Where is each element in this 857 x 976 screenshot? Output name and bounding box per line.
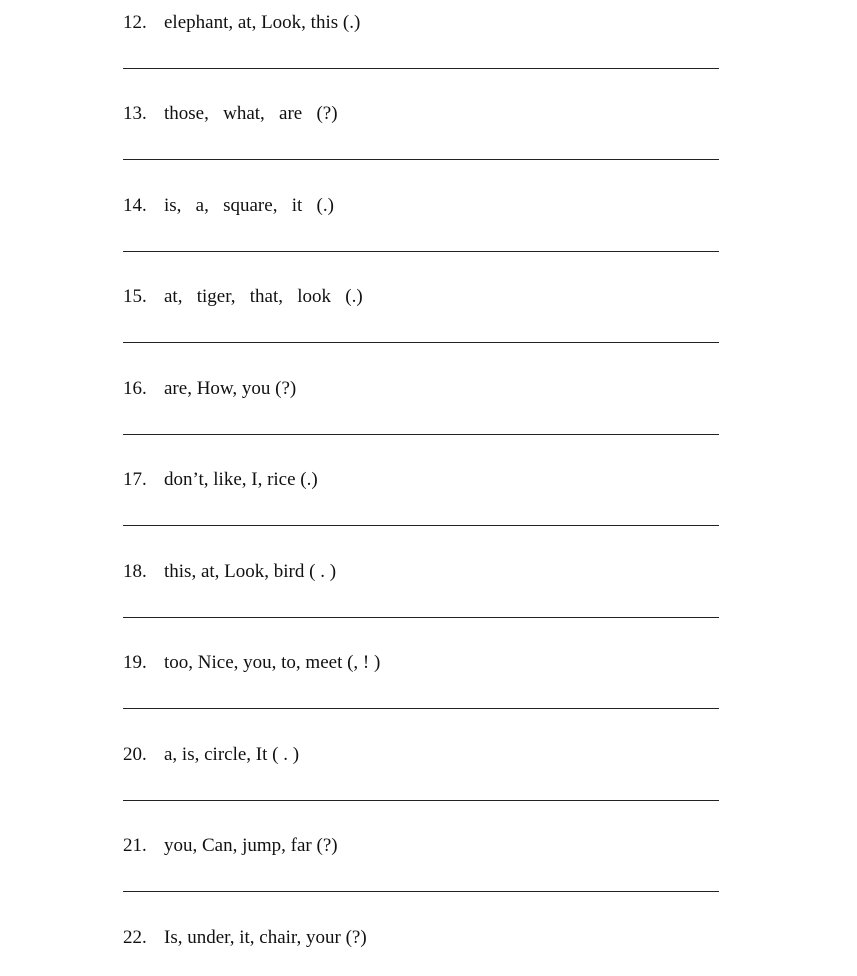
- question-number: 17.: [123, 469, 147, 490]
- question-number: 12.: [123, 12, 147, 33]
- question-number: 20.: [123, 744, 147, 765]
- question-text: [123, 10, 360, 36]
- question-22: [0, 915, 857, 976]
- answer-line[interactable]: [123, 68, 719, 69]
- question-text: [123, 650, 380, 676]
- question-number: 13.: [123, 103, 147, 124]
- question-text: [123, 101, 338, 127]
- question-number: 15.: [123, 286, 147, 307]
- question-words: don’t, like, I, rice (.): [164, 469, 318, 490]
- question-14: [0, 183, 857, 275]
- question-words: is, a, square, it (.): [164, 195, 334, 216]
- question-words: a, is, circle, It ( . ): [164, 744, 300, 765]
- question-12: [0, 0, 857, 92]
- question-13: [0, 91, 857, 183]
- answer-line[interactable]: [123, 342, 719, 343]
- question-21: [0, 823, 857, 915]
- answer-line[interactable]: [123, 708, 719, 709]
- question-number: 19.: [123, 652, 147, 673]
- question-text: [123, 467, 318, 493]
- question-text: [123, 833, 338, 859]
- question-text: [123, 284, 363, 310]
- question-words: are, How, you (?): [164, 378, 297, 399]
- question-text: [123, 559, 336, 585]
- answer-line[interactable]: [123, 891, 719, 892]
- answer-line[interactable]: [123, 159, 719, 160]
- question-words: those, what, are (?): [164, 103, 338, 124]
- question-18: [0, 549, 857, 641]
- question-text: [123, 742, 299, 768]
- question-words: you, Can, jump, far (?): [164, 835, 338, 856]
- question-text: [123, 925, 367, 951]
- question-words: at, tiger, that, look (.): [164, 286, 363, 307]
- question-words: elephant, at, Look, this (.): [164, 12, 361, 33]
- question-16: [0, 366, 857, 458]
- question-text: [123, 193, 334, 219]
- answer-line[interactable]: [123, 800, 719, 801]
- question-number: 21.: [123, 835, 147, 856]
- question-words: too, Nice, you, to, meet (, ! ): [164, 652, 381, 673]
- answer-line[interactable]: [123, 617, 719, 618]
- answer-line[interactable]: [123, 251, 719, 252]
- question-number: 16.: [123, 378, 147, 399]
- question-20: [0, 732, 857, 824]
- question-number: 14.: [123, 195, 147, 216]
- question-17: [0, 457, 857, 549]
- question-words: this, at, Look, bird ( . ): [164, 561, 337, 582]
- question-text: [123, 376, 296, 402]
- answer-line[interactable]: [123, 525, 719, 526]
- question-words: Is, under, it, chair, your (?): [164, 927, 367, 948]
- question-number: 18.: [123, 561, 147, 582]
- question-number: 22.: [123, 927, 147, 948]
- question-15: [0, 274, 857, 366]
- answer-line[interactable]: [123, 434, 719, 435]
- question-19: [0, 640, 857, 732]
